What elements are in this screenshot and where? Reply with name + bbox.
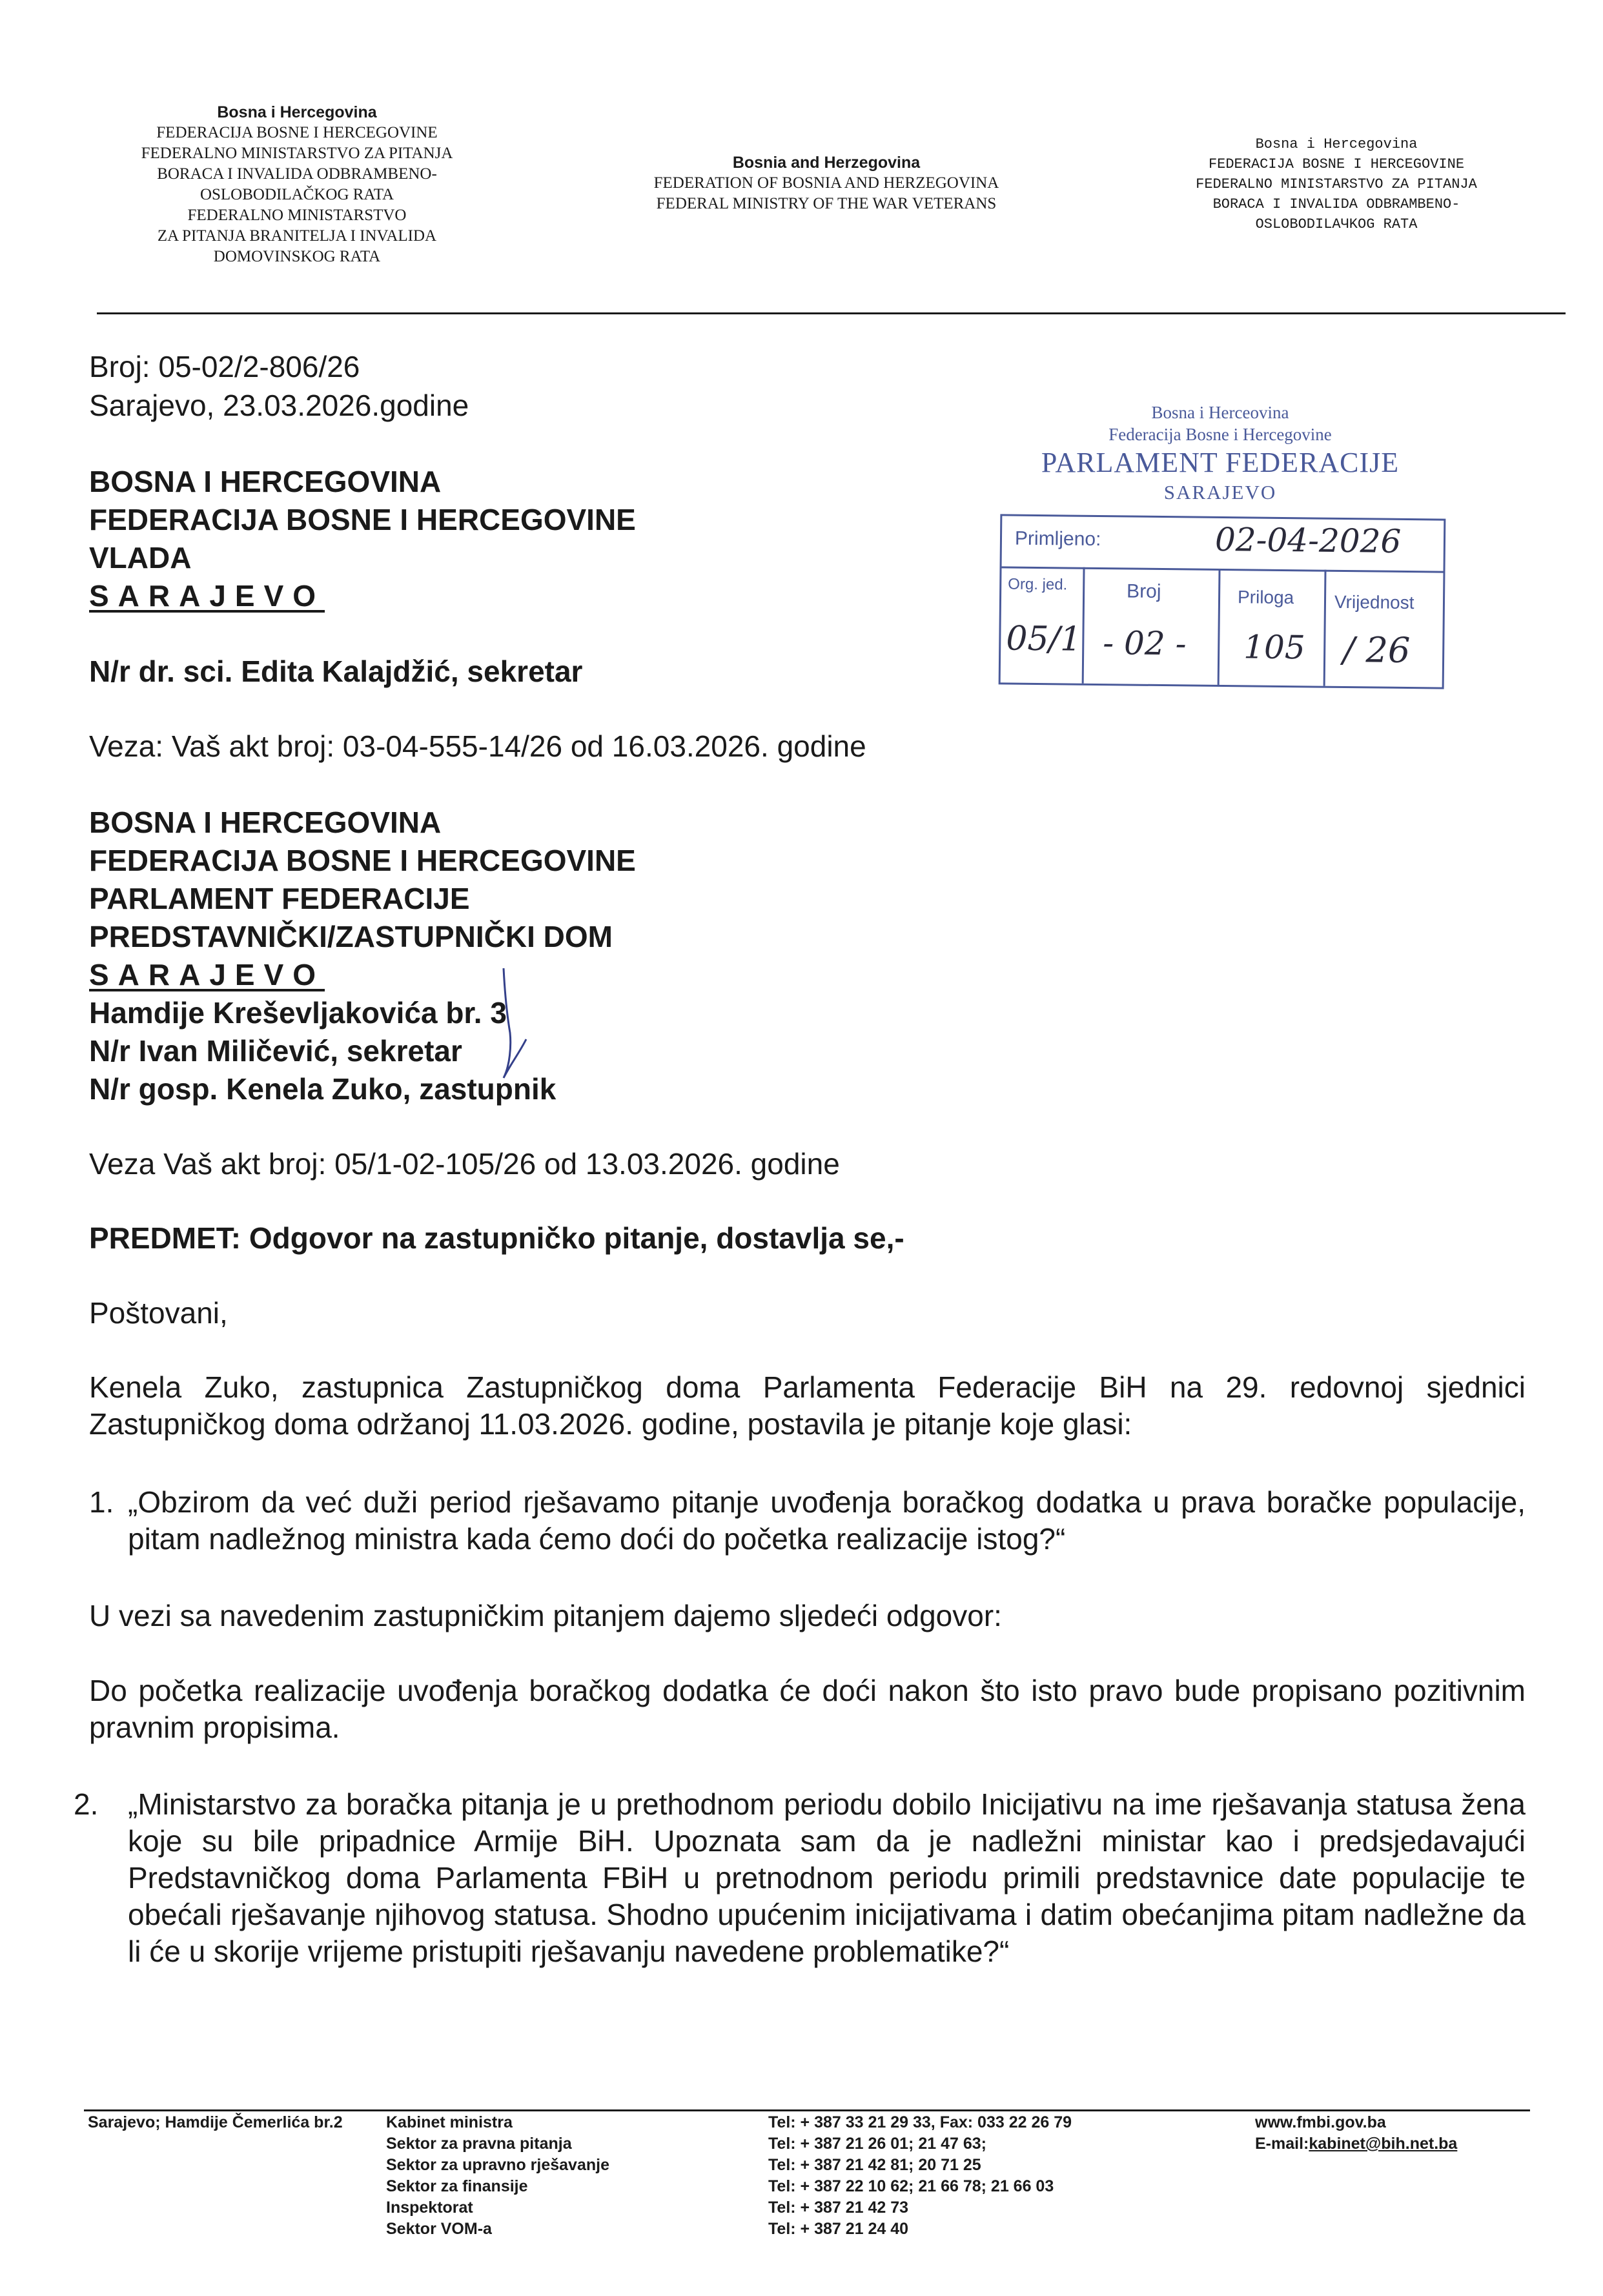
header-right-line: BORACA I INVALIDA ODBRAMBENO- <box>1212 196 1460 212</box>
recipient2-line: BOSNA I HERCEGOVINA <box>89 806 442 839</box>
place-date: Sarajevo, 23.03.2026.godine <box>89 389 469 422</box>
greeting: Poštovani, <box>89 1296 228 1330</box>
footer-phones <box>768 2112 1072 2240</box>
stamp-divider <box>1002 566 1444 573</box>
header-left-line: Bosna i Hercegovina <box>217 103 377 121</box>
header-center-line: Bosnia and Herzegovina <box>732 154 921 172</box>
header-rule <box>97 312 1566 314</box>
footer-phone: Tel: + 387 33 21 29 33, Fax: 033 22 26 79 <box>768 2113 1072 2131</box>
question-1-number: 1. <box>89 1485 114 1519</box>
footer-unit: Sektor VOM-a <box>386 2220 492 2238</box>
subject: PREDMET: Odgovor na zastupničko pitanje, dostavlja se,- <box>89 1221 904 1255</box>
stamp-val-org: 05/1 <box>1006 619 1082 659</box>
recipient1-attn: N/r dr. sci. Edita Kalajdžić, sekretar <box>89 655 583 688</box>
footer-units <box>386 2112 609 2240</box>
header-center-line: FEDERATION OF BOSNIA AND HERZEGOVINA <box>653 174 999 192</box>
footer-phone: Tel: + 387 21 24 40 <box>768 2220 909 2238</box>
header-left-line: BORACA I INVALIDA ODBRAMBENO- <box>157 165 437 183</box>
footer-rule <box>84 2109 1530 2111</box>
recipient2-attn-representative: N/r gosp. Kenela Zuko, zastupnik <box>89 1072 556 1106</box>
footer-unit: Sektor za pravna pitanja <box>386 2135 572 2153</box>
stamp-col-sep <box>1323 570 1327 686</box>
stamp-col-priloga: Priloga <box>1237 587 1294 608</box>
intro-paragraph: Kenela Zuko, zastupnica Zastupničkog doma Parlamenta Federacije BiH na 29. redovnoj sjednici Zastupničkog doma održanoj 11.03.2026. godine, postavila je pitanje koje glasi: <box>89 1370 1526 1441</box>
stamp-col-sep <box>1082 567 1085 684</box>
footer-email-row <box>1255 2133 1457 2155</box>
footer-email-link[interactable]: kabinet@bih.net.ba <box>1309 2135 1458 2153</box>
header-left-line: DOMOVINSKOG RATA <box>213 248 381 265</box>
recipient2-address: Hamdije Kreševljakovića br. 3 <box>89 996 507 1030</box>
footer-phone: Tel: + 387 21 42 73 <box>768 2199 909 2217</box>
footer-unit: Kabinet ministra <box>386 2113 513 2131</box>
stamp-col-org: Org. jed. <box>1008 575 1068 594</box>
question-2-text: „Ministarstvo za boračka pitanja je u prethodnom periodu dobilo Inicijativu na ime rješavanja statusa žena koje su bile pripadnice Armije BiH. Upoznata sam da je nadležni ministar kao i predsjedavajući Predstavničkog doma Parlamenta FBiH u pretnodnom periodu primili predstavnice date populacije te obećali rješavanje njihovog statusa. Shodno upućenim inicijativama i datim obećanjima pitam nadležne da li će u skorije vrijeme pristupiti rješavanju navedene problematike?“ <box>128 1787 1526 1968</box>
footer-phone: Tel: + 387 21 26 01; 21 47 63; <box>768 2135 986 2153</box>
header-left-line: FEDERACIJA BOSNE I HERCEGOVINE <box>156 124 438 141</box>
header-left-line: ZA PITANJA BRANITELJA I INVALIDA <box>157 227 437 245</box>
stamp-col-sep <box>1218 569 1221 685</box>
recipient2-line: FEDERACIJA BOSNE I HERCEGOVINE <box>89 844 636 877</box>
stamp-line: Federacija Bosne i Hercegovine <box>1108 425 1332 444</box>
footer-email-label: E-mail: <box>1255 2135 1309 2153</box>
question-2-number: 2. <box>74 1787 99 1821</box>
footer-phone: Tel: + 387 22 10 62; 21 66 78; 21 66 03 <box>768 2177 1054 2195</box>
recipient2-line: PARLAMENT FEDERACIJE <box>89 882 470 915</box>
handwritten-check-mark <box>491 968 536 1084</box>
stamp-val-vrijednost: / 26 <box>1342 629 1411 671</box>
recipient2-attn-secretary: N/r Ivan Miličević, sekretar <box>89 1034 462 1068</box>
header-left <box>77 102 516 267</box>
footer-phone: Tel: + 387 21 42 81; 20 71 25 <box>768 2156 981 2174</box>
header-right-line: FEDERALNO MINISTARSTVO ZA PITANJA <box>1196 176 1477 192</box>
header-right-line: OSLOBODILAЧKOG RATA <box>1255 216 1418 232</box>
reference-number: Broj: 05-02/2-806/26 <box>89 350 360 383</box>
stamp-col-vrijednost: Vrijednost <box>1334 591 1414 613</box>
stamp-val-priloga: 105 <box>1243 628 1306 667</box>
recipient1-city: SARAJEVO <box>89 579 325 613</box>
stamp-val-broj: - 02 - <box>1103 624 1187 663</box>
stamp-received-label: Primljeno: <box>1014 527 1101 551</box>
recipient2-city: SARAJEVO <box>89 958 325 991</box>
footer-contact <box>1255 2112 1457 2155</box>
question-1-text: „Obzirom da već duži period rješavamo pitanje uvođenja boračkog dodatka u prava boračke populacije, pitam nadležnog ministra kada ćemo doći do početka realizacije istog?“ <box>128 1485 1526 1556</box>
header-left-line: FEDERALNO MINISTARSTVO <box>187 207 407 224</box>
answer-intro: U vezi sa navedenim zastupničkim pitanjem dajemo sljedeći odgovor: <box>89 1599 1002 1632</box>
header-right <box>1136 134 1537 234</box>
stamp-title: PARLAMENT FEDERACIJE <box>1041 447 1400 478</box>
header-right-line: FEDERACIJA BOSNE I HERCEGOVINE <box>1208 156 1465 172</box>
recipient1-line: BOSNA I HERCEGOVINA <box>89 465 442 498</box>
stamp-city: SARAJEVO <box>1163 481 1277 503</box>
recipient1-line: FEDERACIJA BOSNE I HERCEGOVINE <box>89 503 636 536</box>
footer-unit: Sektor za finansije <box>386 2177 528 2195</box>
footer-unit: Sektor za upravno rješavanje <box>386 2156 609 2174</box>
header-center <box>581 152 1072 214</box>
recipient2-line: PREDSTAVNIČKI/ZASTUPNIČKI DOM <box>89 920 613 953</box>
veza-2: Veza Vaš akt broj: 05/1-02-105/26 od 13.03.2026. godine <box>89 1147 840 1181</box>
recipient1-line: VLADA <box>89 541 192 574</box>
stamp-line: Bosna i Herceovina <box>1151 403 1289 422</box>
header-left-line: OSLOBODILAČKOG RATA <box>199 186 394 203</box>
header-right-line: Bosna i Hercegovina <box>1255 136 1418 152</box>
stamp-received-date: 02-04-2026 <box>1214 520 1402 560</box>
received-stamp <box>994 401 1446 505</box>
veza-1: Veza: Vaš akt broj: 03-04-555-14/26 od 16.03.2026. godine <box>89 729 866 763</box>
footer-web-link[interactable]: www.fmbi.gov.ba <box>1255 2113 1386 2131</box>
footer-address: Sarajevo; Hamdije Čemerlića br.2 <box>88 2113 343 2131</box>
answer-1: Do početka realizacije uvođenja boračkog dodatka će doći nakon što isto pravo bude propisano pozitivnim pravnim propisima. <box>89 1674 1526 1744</box>
header-left-line: FEDERALNO MINISTARSTVO ZA PITANJA <box>141 145 453 162</box>
header-center-line: FEDERAL MINISTRY OF THE WAR VETERANS <box>656 195 997 212</box>
footer-unit: Inspektorat <box>386 2199 473 2217</box>
stamp-col-broj: Broj <box>1126 580 1161 603</box>
stamp-register-box <box>999 514 1446 689</box>
